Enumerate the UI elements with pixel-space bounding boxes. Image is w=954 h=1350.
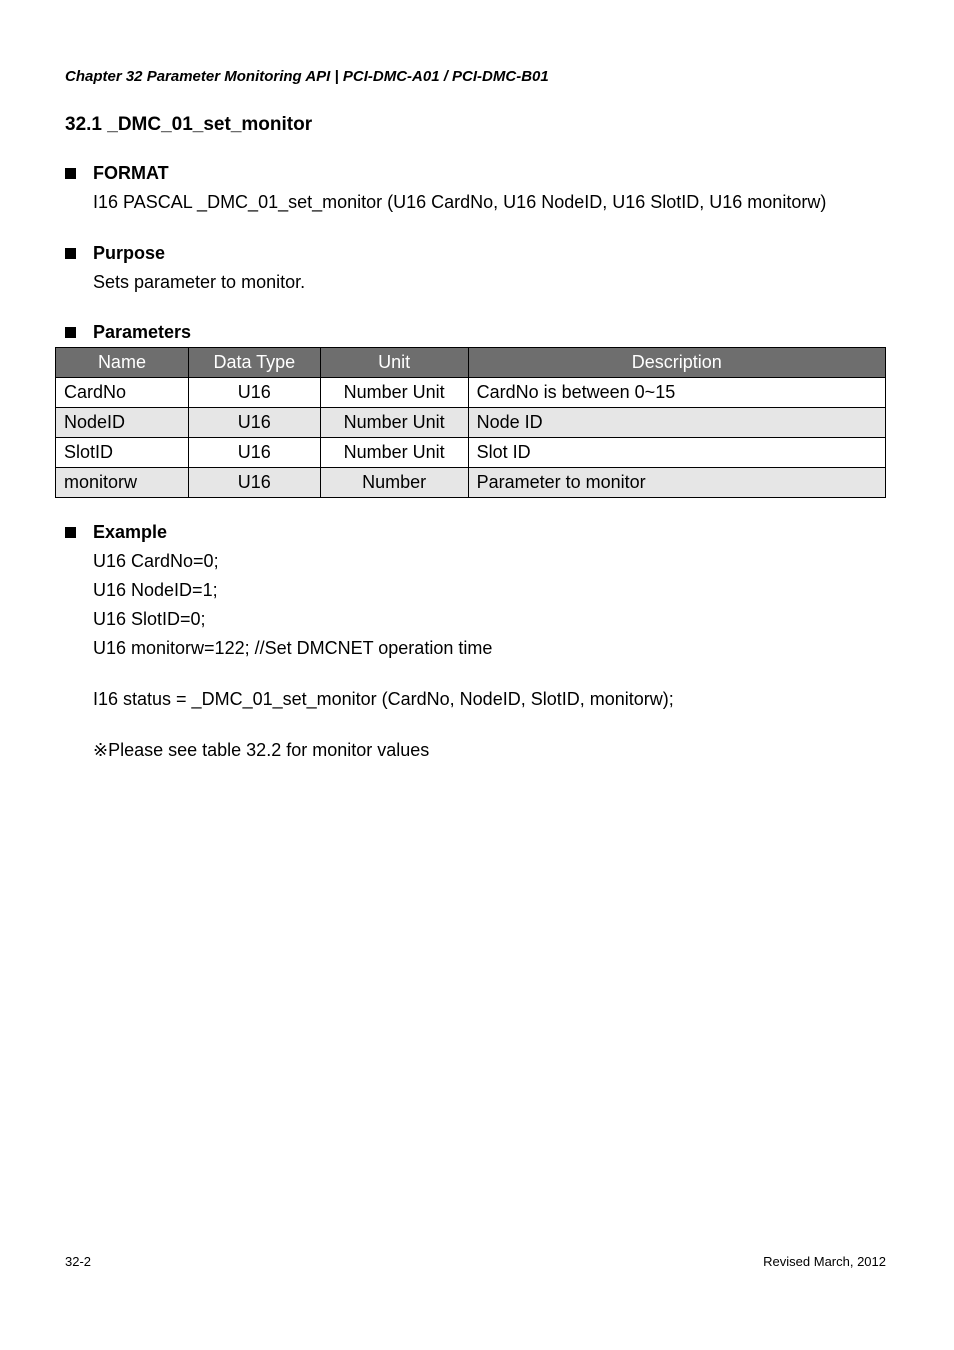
cell-type: U16	[188, 438, 320, 468]
parameters-heading	[65, 322, 191, 343]
cell-type: U16	[188, 408, 320, 438]
cell-unit: Number	[320, 468, 468, 498]
parameters-heading-label: Parameters	[93, 322, 192, 342]
section-title: 32.1 _DMC_01_set_monitor	[65, 114, 313, 135]
purpose-heading	[65, 243, 165, 264]
column-header-unit: Unit	[320, 348, 468, 378]
cell-description: Parameter to monitor	[468, 468, 885, 498]
square-bullet-icon	[65, 527, 76, 538]
example-call: I16 status = _DMC_01_set_monitor (CardNo, NodeID, SlotID, monitorw);	[93, 689, 674, 709]
example-line: U16 NodeID=1;	[93, 580, 218, 600]
column-header-name: Name	[56, 348, 189, 378]
table-row	[56, 378, 886, 408]
cell-description: CardNo is between 0~15	[468, 378, 885, 408]
example-line: U16 SlotID=0;	[93, 609, 206, 629]
cell-description: Node ID	[468, 408, 885, 438]
example-note: ※Please see table 32.2 for monitor values	[93, 740, 430, 760]
page-number: 32-2	[65, 1254, 92, 1269]
cell-type: U16	[188, 468, 320, 498]
page-header: Chapter 32 Parameter Monitoring API | PCI-DMC-A01 / PCI-DMC-B01	[65, 68, 549, 85]
format-heading-label: FORMAT	[93, 163, 169, 183]
example-line: U16 CardNo=0;	[93, 551, 219, 571]
cell-unit: Number Unit	[320, 408, 468, 438]
parameters-table	[55, 347, 886, 498]
table-row	[56, 468, 886, 498]
example-line: U16 monitorw=122; //Set DMCNET operation time	[93, 638, 493, 658]
table-header-row	[56, 348, 886, 378]
cell-name: SlotID	[56, 438, 189, 468]
cell-unit: Number Unit	[320, 378, 468, 408]
format-text: I16 PASCAL _DMC_01_set_monitor (U16 CardNo, U16 NodeID, U16 SlotID, U16 monitorw)	[93, 192, 827, 212]
square-bullet-icon	[65, 327, 76, 338]
example-heading	[65, 522, 167, 543]
table-row	[56, 408, 886, 438]
column-header-description: Description	[468, 348, 885, 378]
purpose-text: Sets parameter to monitor.	[93, 272, 306, 292]
cell-name: monitorw	[56, 468, 189, 498]
square-bullet-icon	[65, 248, 76, 259]
cell-type: U16	[188, 378, 320, 408]
cell-name: NodeID	[56, 408, 189, 438]
column-header-data-type: Data Type	[188, 348, 320, 378]
format-heading	[65, 163, 169, 184]
cell-name: CardNo	[56, 378, 189, 408]
square-bullet-icon	[65, 168, 76, 179]
cell-description: Slot ID	[468, 438, 885, 468]
purpose-heading-label: Purpose	[93, 243, 166, 263]
cell-unit: Number Unit	[320, 438, 468, 468]
revision-date: Revised March, 2012	[763, 1254, 886, 1269]
table-row	[56, 438, 886, 468]
example-heading-label: Example	[93, 522, 168, 542]
